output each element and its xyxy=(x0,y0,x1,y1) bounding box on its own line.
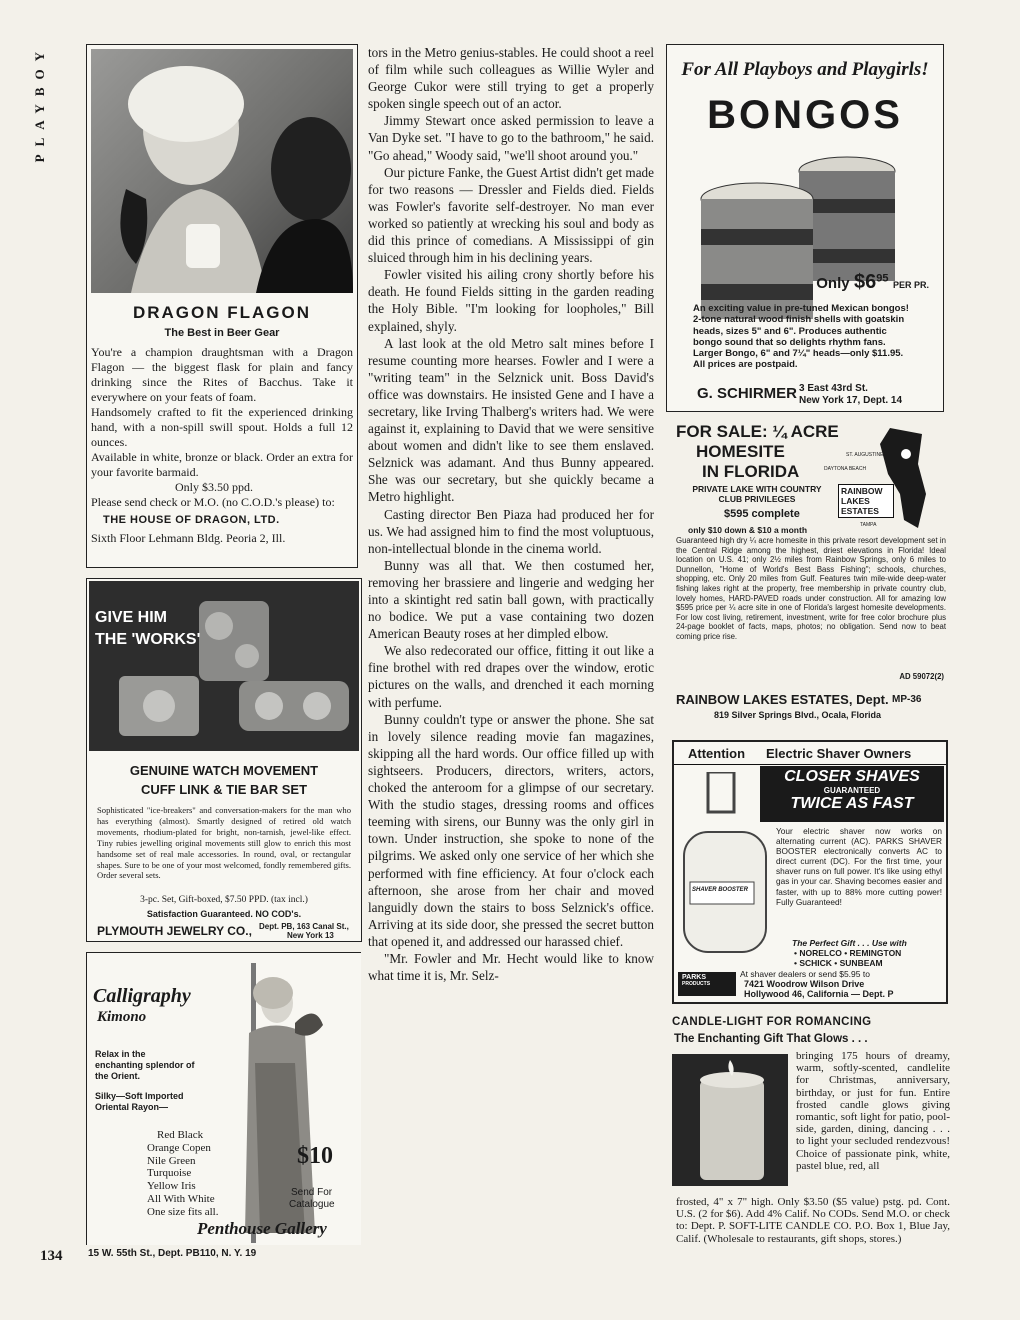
kimono-brand: Penthouse Gallery xyxy=(197,1219,327,1238)
kimono-title-2: Kimono xyxy=(97,1009,147,1025)
watch-body: Sophisticated "ice-breakers" and conversation-makers for the man who has everything (almost). Smartly designed of retired old watch movements, rhodium-plated for bright, non-tarnish, jewel-like effect. Tiny rubies jewelling original movements still glow to enrich this most handsome set of real male accessories. In round, oval, or rectangular shapes. Sure to be one of your most welcomed, fondly remembered gifts. Order several sets. xyxy=(97,805,351,881)
watch-banner-2: THE 'WORKS' xyxy=(95,631,201,648)
shaver-header xyxy=(674,742,946,765)
shaver-device-illustration xyxy=(680,772,770,962)
watch-movement-ad xyxy=(86,578,362,942)
kimono-color-line: Turquoise xyxy=(147,1167,192,1180)
florida-badge-line: ESTATES xyxy=(841,506,879,516)
shaver-dealers: At shaver dealers or send $5.95 to xyxy=(740,969,870,979)
dragon-paragraph-4: Please send check or M.O. (no C.O.D.'s please) to: xyxy=(91,495,335,509)
bongos-price-cents: 95 xyxy=(876,272,889,285)
shaver-ad xyxy=(672,740,948,1004)
bongos-price-line xyxy=(816,271,929,294)
florida-body: Guaranteed high dry ¼ acre homesite in this private resort development set in the Central Ridge among the highest, driest elevations in Florida! Ideal location on U.S. 41; only 2½ miles from Rainbow Springs, only 6 miles to Dunnellon, "Home of World's Best Bass Fishing"; schools, churches, shopping, etc. Only 20 miles from Gulf. Features twin mile-wide deep-water fishing lakes right at the property, free membership in private country club, lovely homes, HARD-PAVED roads under construction. All for amazing low $595 price per ¼ acre site in one of Florida's largest homesite developments. For low cost living, retirement, investment, write for free color brochure plus 24-page booklet of facts, maps, photos; no obligation. Send now to beat coming price rise. xyxy=(676,536,946,641)
bongos-price-prefix: Only xyxy=(816,275,850,292)
kimono-price: $10 xyxy=(297,1143,333,1169)
kimono-ad xyxy=(86,952,361,1245)
article-paragraph: "Mr. Fowler and Mr. Hecht would like to know what time it is, Mr. Selz- xyxy=(368,950,654,984)
watch-title-1: GENUINE WATCH MOVEMENT xyxy=(129,763,319,778)
watch-address-1: Dept. PB, 163 Canal St., xyxy=(259,922,349,931)
watch-price: 3-pc. Set, Gift-boxed, $7.50 PPD. (tax incl.) xyxy=(140,895,308,905)
florida-price: $595 complete xyxy=(724,508,800,520)
shaver-header-rest: Electric Shaver Owners xyxy=(766,746,912,761)
dragon-flagon-ad xyxy=(86,44,358,568)
florida-badge-line: RAINBOW xyxy=(841,486,883,496)
kimono-title-1: Calligraphy xyxy=(93,985,191,1007)
candle-headline-2: The Enchanting Gift That Glows . . . xyxy=(674,1033,868,1045)
bongos-illustration xyxy=(697,149,907,329)
bongos-price: $6 xyxy=(854,271,877,293)
dragon-subtitle: The Best in Beer Gear xyxy=(164,327,280,339)
florida-ad-number: AD 59072(2) xyxy=(899,672,944,681)
shaver-banner xyxy=(760,766,944,822)
florida-dept: MP-36 xyxy=(892,694,922,705)
florida-badge-line: LAKES xyxy=(841,496,870,506)
bongos-body: An exciting value in pre-tuned Mexican bongos! 2-tone natural wood finish shells with goatskin heads, sizes 5" and 6". Produces authentic bongo sound that so delights rhythm fans. Larger Bongo, 6" and 7¼" heads—only $11.95. All prices are postpaid. xyxy=(693,303,909,371)
dragon-price: Only $3.50 ppd. xyxy=(175,480,253,494)
kimono-fabric: Silky—Soft Imported Oriental Rayon— xyxy=(95,1091,184,1112)
article-paragraph: tors in the Metro genius-stables. He could shoot a reel of film while such colleagues as Willie Wyler and George Cukor were still trying to get a properly spoken single speech out of an actor. xyxy=(368,45,654,112)
florida-headline-2: HOMESITE xyxy=(696,442,785,461)
florida-map-label: DAYTONA BEACH xyxy=(824,466,867,472)
kimono-color-line: Yellow Iris xyxy=(147,1180,196,1193)
shaver-banner-2: GUARANTEED xyxy=(823,786,881,795)
dragon-title: DRAGON FLAGON xyxy=(132,303,312,322)
shaver-address-2: Hollywood 46, California — Dept. P xyxy=(744,989,894,999)
watch-illustration xyxy=(89,581,359,751)
florida-headline-3: IN FLORIDA xyxy=(702,462,800,481)
kimono-color-line: Nile Green xyxy=(147,1154,196,1167)
bongos-title: BONGOS xyxy=(707,93,903,137)
kimono-color-line: One size fits all. xyxy=(147,1205,219,1218)
shaver-gift: The Perfect Gift . . . Use with xyxy=(792,938,907,948)
florida-company: RAINBOW LAKES ESTATES, Dept. xyxy=(676,692,889,707)
shaver-brands-1: • NORELCO • REMINGTON xyxy=(794,948,902,958)
kimono-color-line: Red Black xyxy=(157,1129,204,1141)
bongos-address-2: New York 17, Dept. 14 xyxy=(799,395,903,406)
florida-subhead: PRIVATE LAKE WITH COUNTRY CLUB PRIVILEGES xyxy=(692,484,822,504)
shaver-logo-2: PRODUCTS xyxy=(682,981,711,987)
candle-illustration xyxy=(672,1054,788,1186)
kimono-color-line: All With White xyxy=(147,1192,215,1205)
bongos-address-1: 3 East 43rd St. xyxy=(799,383,868,394)
florida-map-label: TAMPA xyxy=(860,522,877,528)
bongos-company: G. SCHIRMER xyxy=(697,385,798,402)
dragon-flagon-illustration xyxy=(91,49,353,293)
florida-headline-1: FOR SALE: ¼ ACRE xyxy=(676,422,839,441)
article-paragraph: Fowler visited his ailing crony shortly before his death. He found Fields sitting in the garden reading the Holy Bible. "I'm looking for loopholes," Bill explained, shyly. xyxy=(368,267,654,334)
article-paragraph: A last look at the old Metro salt mines before I resume counting more hearses. Fowler and I were a "writing team" in the Selznick unit. Boss David's office was downstairs. He insisted Gene and I have a secretary, like Irving Thalberg's writers had. We were against it, explaining to David that we were sensitive about women and didn't like to see them enslaved. Selznick was adamant. And thus Bunny appeared. She was our secretary, but she quickly became a Metro highlight. xyxy=(368,335,654,505)
article-paragraph: We also redecorated our office, fitting it out like a fine brothel with red drapes over the window, erotic pictures on the walls, and drenched it each morning with perfume. xyxy=(368,643,654,710)
shaver-header-attention: Attention xyxy=(688,746,746,761)
dragon-address: Sixth Floor Lehmann Bldg. Peoria 2, Ill. xyxy=(91,531,286,545)
dragon-paragraph-2: Handsomely crafted to fit the experienced drinking hand, with a non-spill swill spout. Holds a full 12 ounces. xyxy=(91,405,353,449)
bongos-headline: For All Playboys and Playgirls! xyxy=(681,59,929,80)
florida-map-label: ST. AUGUSTINE xyxy=(846,452,884,458)
watch-photo xyxy=(89,581,359,751)
shaver-logo xyxy=(678,972,736,996)
shaver-banner-1: CLOSER SHAVES xyxy=(784,768,920,785)
article-paragraph: Casting director Ben Piaza had produced her for us. We had assigned him to find the most voluptuous, non-intellectual blonde in the cinema world. xyxy=(368,506,654,556)
dragon-paragraph-1: You're a champion draughtsman with a Dragon Flagon — the biggest flask for plain and fancy drinking since the Rites of Bacchus. Take it everywhere on your feats of foam. xyxy=(91,345,353,404)
article-column xyxy=(368,44,654,984)
shaver-brands-2: • SCHICK • SUNBEAM xyxy=(794,958,883,968)
bongos-ad xyxy=(666,44,944,412)
running-head: PLAYBOY xyxy=(32,44,47,163)
kimono-color-line: Orange Copen xyxy=(147,1141,211,1154)
kimono-address: 15 W. 55th St., Dept. PB110, N. Y. 19 xyxy=(88,1248,257,1259)
florida-badge xyxy=(838,484,894,518)
kimono-colors xyxy=(147,1129,218,1219)
kimono-send-2: Catalogue xyxy=(289,1199,335,1210)
kimono-send-1: Send For xyxy=(291,1187,333,1198)
article-paragraph: Bunny was all that. We then costumed her, removing her brassiere and lingerie and wedging her into a skintight red satin ball gown, with practically no bodice. We put a vase containing two dozen American Beauty roses at her dimpled elbow. xyxy=(368,557,654,642)
article-paragraph: Bunny couldn't type or answer the phone. She sat in lovely silence reading movie fan magazines, skipping all the hard words. Our office filled up with sightseers. Producers, directors, writers, actors, choked the anteroom for a glimpse of our secretary. With the studio stages, dressing rooms and offices teeming with sirens, our Bunny was the only girl in town. Under instruction, she spoke to none of the pilgrims. We asked only one service of her which she performed with fine efficiency. At four o'clock each afternoon, she arose from her chair and moved languidly down the stairs to boss Selznick's office. Arriving at its side door, she pressed the secret button that opened it, and addressed our harassed chief. xyxy=(368,711,654,949)
article-paragraph: Our picture Fanke, the Guest Artist didn't get made for two reasons — Dressler and Fields died. Fields was Fowler's favorite self-destroyer. No man ever worked so patiently at wrecking his soul and body as did this prince of comedians. A Mississippi of gin sluiced through him in his declining years. xyxy=(368,164,654,266)
watch-company: PLYMOUTH JEWELRY CO., xyxy=(97,924,252,938)
watch-title-2: CUFF LINK & TIE BAR SET xyxy=(140,782,308,797)
shaver-address-1: 7421 Woodrow Wilson Drive xyxy=(744,979,865,989)
shaver-device-label: SHAVER BOOSTER xyxy=(692,887,748,893)
florida-ad xyxy=(670,420,946,730)
candle-ad xyxy=(672,1016,950,1266)
shaver-logo-1: PARKS xyxy=(682,974,706,981)
watch-banner-1: GIVE HIM xyxy=(95,609,168,626)
candle-headline-1: CANDLE-LIGHT FOR ROMANCING xyxy=(672,1016,872,1028)
shaver-body: Your electric shaver now works on alternating current (AC). PARKS SHAVER BOOSTER electronically converts AC to direct current (DC). For the first time, your shaver runs on full power. It's like using ethyl gas in your car. Shaving becomes easier and faster, with up to 88% more cutting power! Fully Guaranteed! xyxy=(776,826,942,907)
kimono-description: Relax in the enchanting splendor of the Orient. xyxy=(95,1049,195,1081)
article-paragraph: Jimmy Stewart once asked permission to leave a Van Dyke set. "I have to go to the bathroom," he said. "Go ahead," Woody said, "we'll shoot around you." xyxy=(368,113,654,163)
dragon-flagon-photo xyxy=(91,49,353,293)
watch-address-2: New York 13 xyxy=(287,931,334,940)
florida-address: 819 Silver Springs Blvd., Ocala, Florida xyxy=(714,710,882,720)
watch-guarantee: Satisfaction Guaranteed. NO COD's. xyxy=(146,909,302,919)
bongos-price-suffix: PER PR. xyxy=(892,280,929,290)
shaver-banner-3: TWICE AS FAST xyxy=(790,795,914,812)
candle-tail: frosted, 4" x 7" high. Only $3.50 ($5 value) pstg. pd. Cont. U.S. (2 for $6). Add 4% Calif. No CODs. Send M.O. or check to: Dept. P. SOFT-LITE CANDLE CO. P.O. Box 1, Blue Jay, Calif. (Wholesale to restaurants, gift shops, stores.) xyxy=(676,1196,950,1245)
candle-body: bringing 175 hours of dreamy, warm, softly-scented, candlelite for Christmas, anniversary, birthday, or just for fun. Entire frosted candle glows giving romantic, soft light for patio, pool-side, garden, dining, dancing . . . to light your secluded rendezvous! Choice of passionate pink, white, pastel blue, red, all xyxy=(796,1050,950,1172)
page-number: 134 xyxy=(40,1248,63,1264)
dragon-paragraph-3: Available in white, bronze or black. Order an extra for your favorite barmaid. xyxy=(91,450,353,479)
dragon-company: THE HOUSE OF DRAGON, LTD. xyxy=(103,514,280,526)
florida-terms: only $10 down & $10 a month xyxy=(688,525,808,535)
